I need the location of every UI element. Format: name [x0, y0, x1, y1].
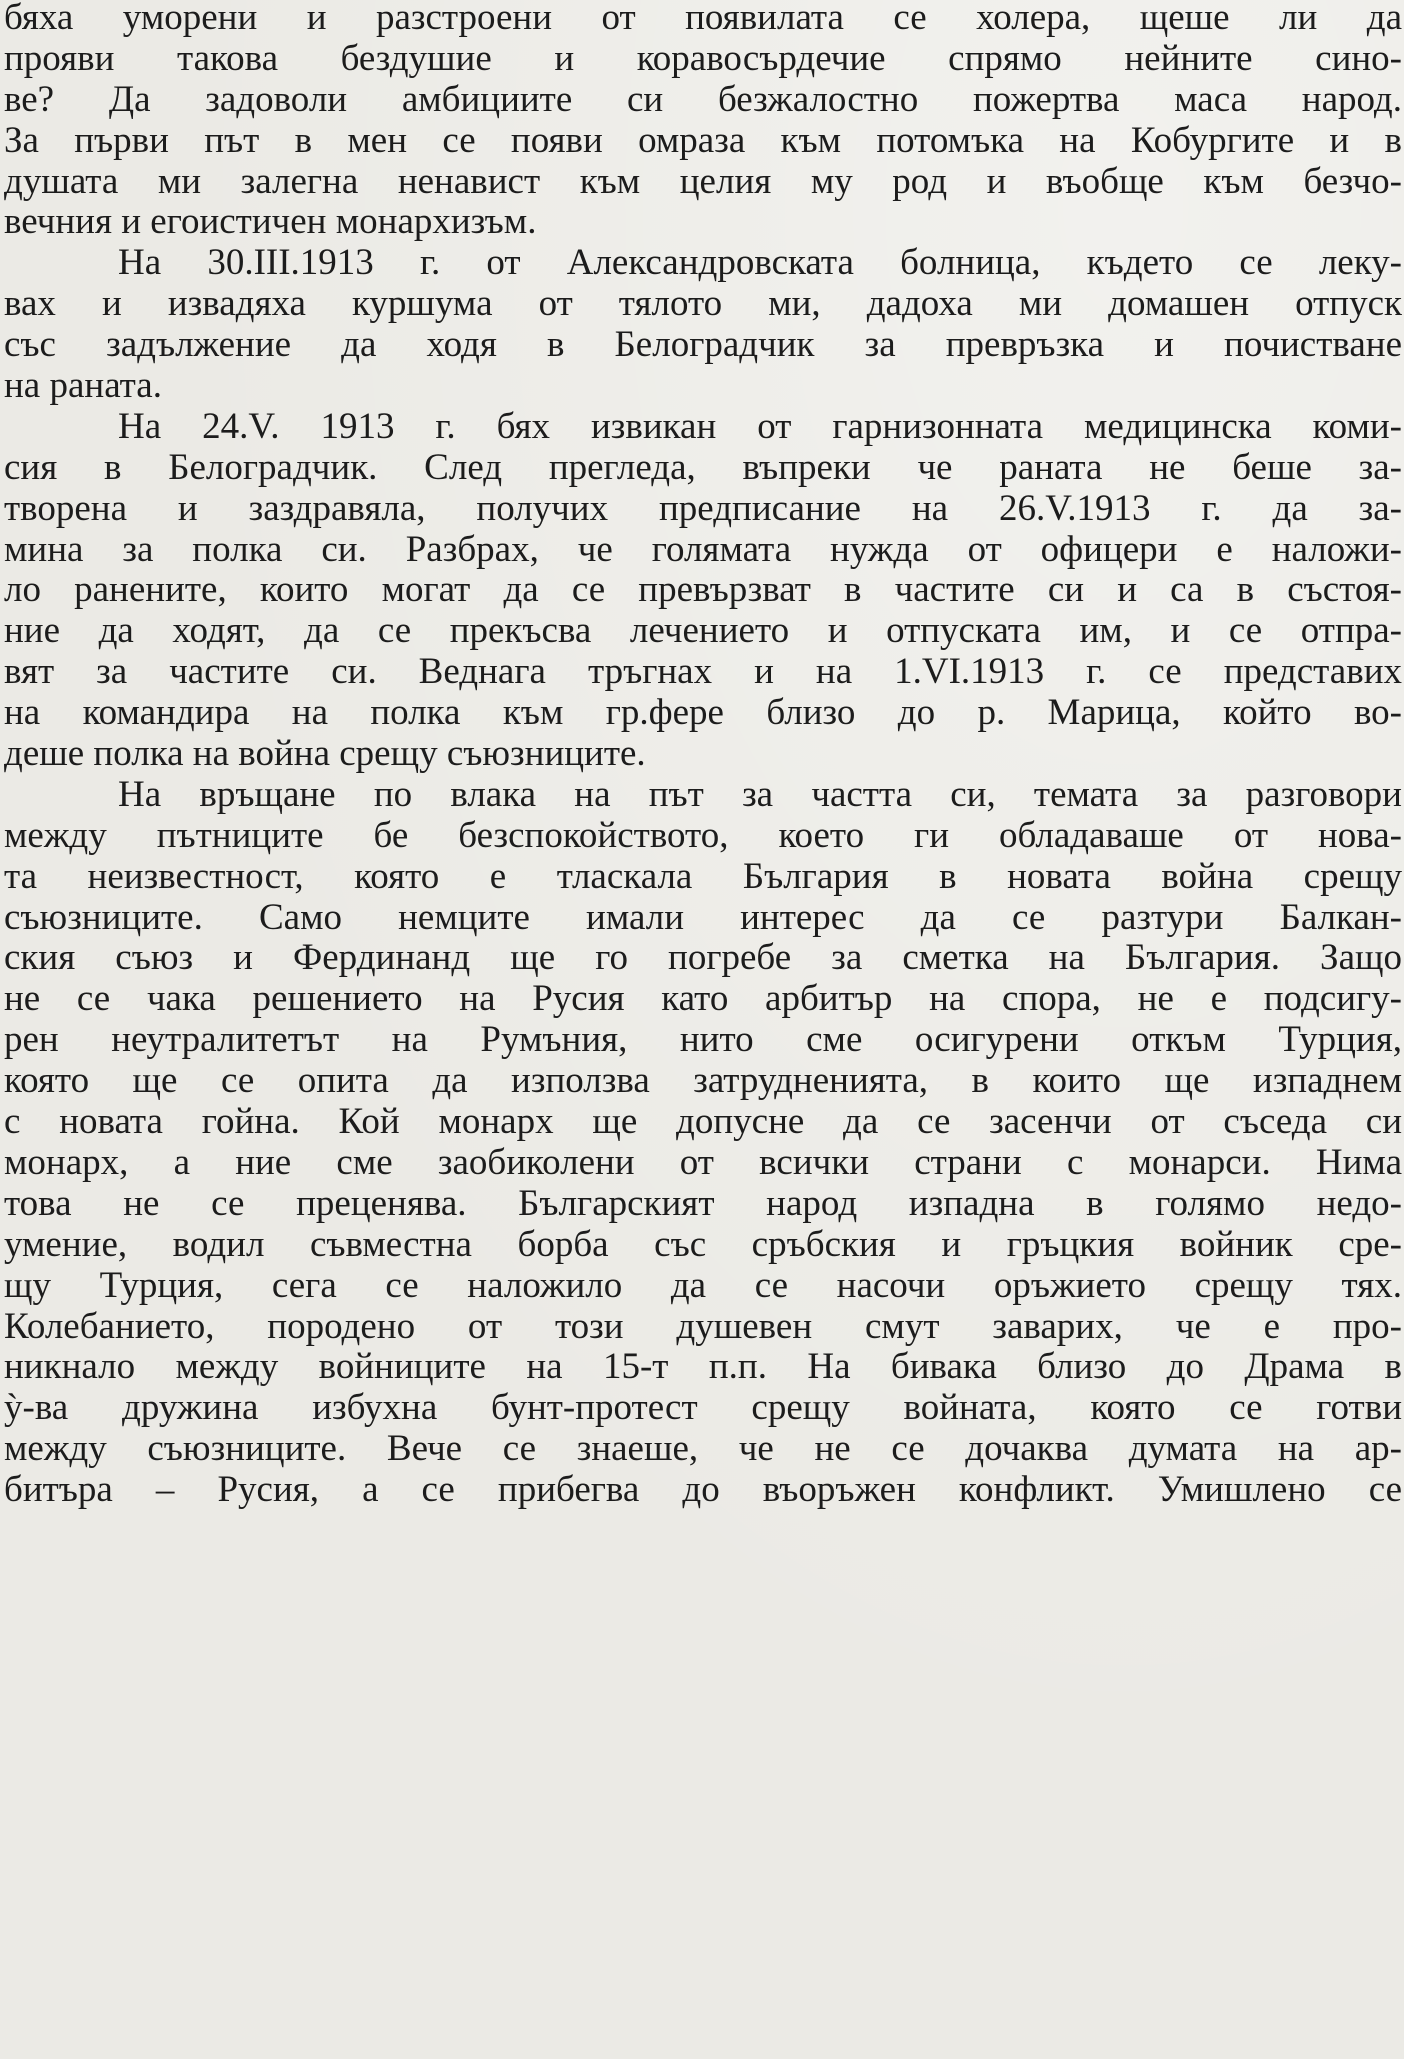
text-line: това не се преценява. Българският народ изпадна в голямо недо-: [4, 1182, 1402, 1224]
text-line: съюзниците. Само немците имали интерес да се разтури Балкан-: [4, 896, 1402, 938]
text-line: ние да ходят, да се прекъсва лечението и отпуската им, и се отпра-: [4, 610, 1402, 652]
paragraph-first-line: На 24.V. 1913 г. бях извикан от гарнизонната медицинска коми-: [118, 405, 1402, 447]
text-line: щу Турция, сега се наложило да се насочи оръжието срещу тях.: [4, 1264, 1402, 1306]
text-line: на раната.: [4, 365, 162, 407]
text-line: рен неутралитетът на Румъния, нито сме осигурени откъм Турция,: [4, 1019, 1402, 1061]
text-line: с новата гойна. Кой монарх ще допусне да се засенчи от съседа си: [4, 1101, 1402, 1143]
text-line: прояви такова бездушие и коравосърдечие спрямо нейните сино-: [4, 37, 1402, 79]
paragraph-first-line: На връщане по влака на път за частта си, темата за разговори: [118, 773, 1402, 815]
text-line: деше полка на война срещу съюзниците.: [4, 733, 646, 775]
text-line: бяха уморени и разстроени от появилата се холера, щеше ли да: [4, 0, 1402, 38]
text-line: която ще се опита да използва затрудненията, в които ще изпаднем: [4, 1060, 1402, 1102]
body-text: [4, 0, 1402, 1511]
text-line: умение, водил съвместна борба със сръбския и гръцкия войник сре-: [4, 1223, 1402, 1265]
text-line: сия в Белоградчик. След прегледа, въпреки че раната не беше за-: [4, 446, 1402, 488]
text-line: никнало между войниците на 15-т п.п. На бивака близо до Драма в: [4, 1346, 1402, 1388]
text-line: мина за полка си. Разбрах, че голямата нужда от офицери е наложи-: [4, 528, 1402, 570]
text-line: вят за частите си. Веднага тръгнах и на 1.VI.1913 г. се представих: [4, 651, 1402, 693]
text-line: Колебанието, породено от този душевен смут заварих, че е про-: [4, 1305, 1402, 1347]
text-line: та неизвестност, която е тласкала България в новата война срещу: [4, 855, 1402, 897]
text-line: не се чака решението на Русия като арбитър на спора, не е подсигу-: [4, 978, 1402, 1020]
text-line: вах и извадяха куршума от тялото ми, дадоха ми домашен отпуск: [4, 283, 1402, 325]
text-line: между пътниците бе безспокойството, което ги обладаваше от нова-: [4, 814, 1402, 856]
text-line: ве? Да задоволи амбициите си безжалостно пожертва маса народ.: [4, 78, 1402, 120]
text-line: За първи път в мен се появи омраза към потомъка на Кобургите и в: [4, 119, 1402, 161]
text-line: между съюзниците. Вече се знаеше, че не се дочаква думата на ар-: [4, 1428, 1402, 1470]
text-line: ския съюз и Фердинанд ще го погребе за сметка на България. Защо: [4, 937, 1402, 979]
text-line: на командира на полка към гр.фере близо до р. Марица, който во-: [4, 692, 1402, 734]
text-line: монарх, а ние сме заобиколени от всички страни с монарси. Нима: [4, 1141, 1402, 1183]
text-line: творена и заздравяла, получих предписание на 26.V.1913 г. да за-: [4, 487, 1402, 529]
text-line: вечния и егоистичен монархизъм.: [4, 201, 537, 243]
paragraph-first-line: На 30.III.1913 г. от Александровската болница, където се леку-: [118, 242, 1402, 284]
text-line: ло ранените, които могат да се превързват в частите си и са в състоя-: [4, 569, 1402, 611]
text-line: душата ми залегна ненавист към целия му род и въобще към безчо-: [4, 160, 1402, 202]
text-line: ỳ-ва дружина избухна бунт-протест срещу войната, която се готви: [4, 1387, 1402, 1429]
text-line: битъра – Русия, а се прибегва до въоръжен конфликт. Умишлено се: [4, 1469, 1402, 1511]
text-line: със задължение да ходя в Белоградчик за превръзка и почистване: [4, 324, 1402, 366]
